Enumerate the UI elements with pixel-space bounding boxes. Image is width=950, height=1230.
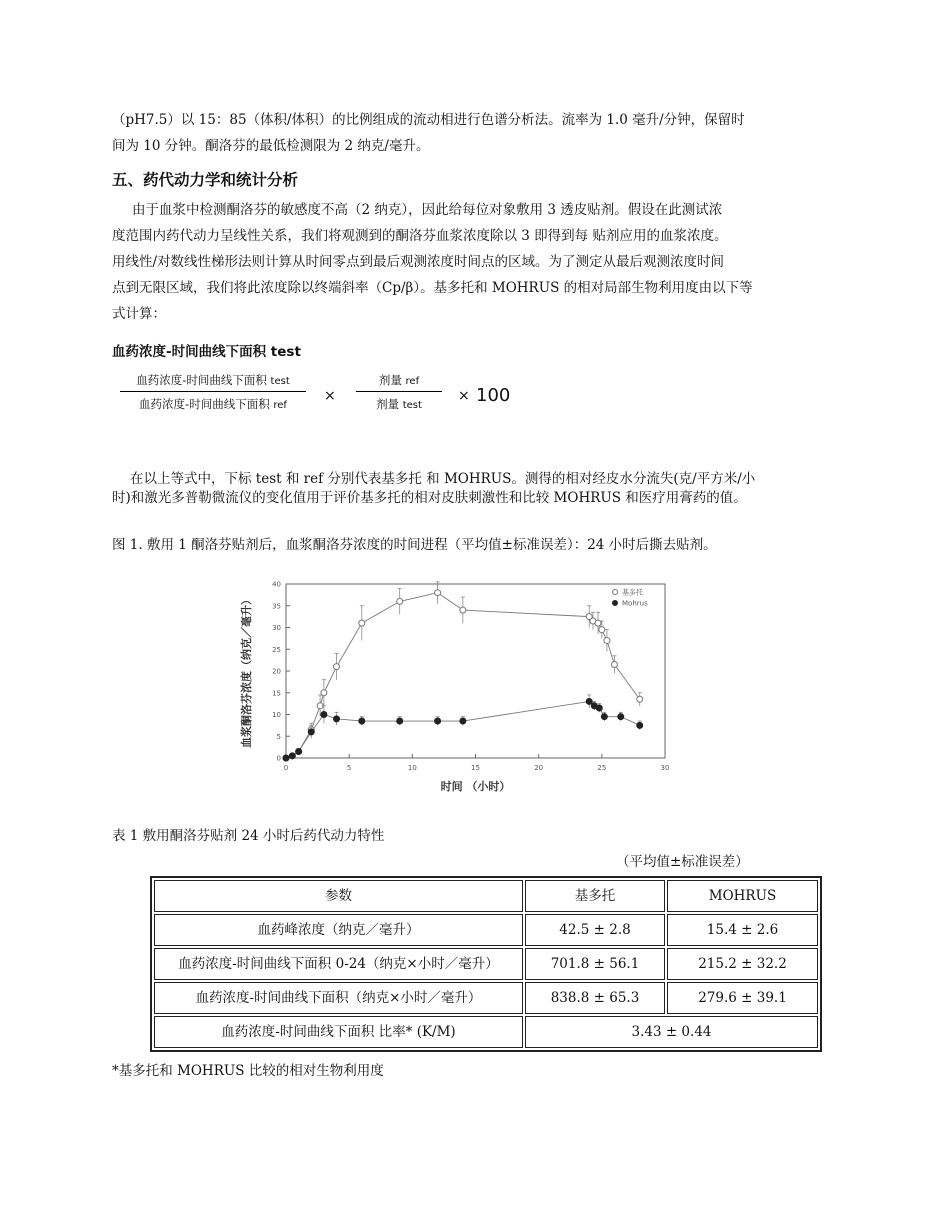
table-row [154, 948, 818, 980]
data-point [308, 729, 314, 735]
y-axis-label: 血浆酮洛芬浓度（纳克／毫升） [240, 594, 253, 748]
legend-label: 基多托 [622, 588, 643, 597]
data-point [586, 698, 592, 704]
numerator-dose: 剂量 [378, 373, 402, 387]
header-cell: MOHRUS [667, 880, 818, 912]
table-cell: 血药浓度-时间曲线下面积 比率* (K/M) [154, 1016, 523, 1048]
data-point [460, 718, 466, 724]
data-point [359, 718, 365, 724]
intro-line-1: （pH7.5）以 15：85（体积/体积）的比例组成的流动相进行色谱分析法。流率为 1.0 毫升/分钟，保留时 [112, 112, 745, 128]
paragraph-line: 式计算： [112, 306, 166, 322]
table-header-row [154, 880, 818, 912]
y-tick-label: 20 [272, 667, 281, 676]
data-point [637, 696, 643, 702]
data-point [334, 716, 340, 722]
table-title: 表 1 敷用酮洛芬贴剂 24 小时后药代动力特性 [112, 828, 385, 844]
intro-line-2: 间为 10 分钟。酮洛芬的最低检测限为 2 纳克/毫升。 [112, 138, 430, 154]
data-point [296, 748, 302, 754]
data-point [321, 712, 327, 718]
x-axis-label: 时间 （小时） [440, 780, 511, 793]
denominator-sub: ref [273, 400, 287, 411]
table-row [154, 914, 818, 946]
legend-label: Mohrus [622, 599, 648, 608]
data-point [618, 714, 624, 720]
x-tick-label: 15 [471, 764, 480, 772]
paragraph-line: 度范围内药代动力呈线性关系，我们将观测到的酮洛芬血浆浓度除以 3 即得到每 贴剂应用的血浆浓度。 [112, 228, 728, 244]
data-point [604, 638, 610, 644]
denominator-dose: 剂量 [376, 397, 400, 411]
figure-1-chart [228, 568, 688, 813]
y-tick-label: 30 [272, 624, 281, 632]
fraction-auc [120, 372, 306, 412]
data-point [599, 627, 605, 633]
table-cell: 血药浓度-时间曲线下面积（纳克×小时／毫升） [154, 982, 523, 1014]
data-point [611, 661, 617, 667]
y-tick-label: 40 [272, 580, 281, 589]
y-tick-label: 15 [272, 689, 281, 698]
table-cell: 血药浓度-时间曲线下面积 0-24（纳克×小时／毫升） [154, 948, 523, 980]
numerator-auc: 血药浓度-时间曲线下面积 [136, 373, 267, 387]
y-tick-label: 0 [276, 754, 281, 763]
data-point [283, 755, 289, 761]
x-tick-label: 25 [597, 764, 607, 772]
header-cell: 基多托 [525, 880, 665, 912]
table-cell: 838.8 ± 65.3 [525, 982, 665, 1014]
data-point [289, 753, 295, 759]
data-point [601, 714, 607, 720]
data-point [595, 620, 601, 626]
data-point [397, 718, 403, 724]
table-cell: 701.8 ± 56.1 [525, 948, 665, 980]
denominator-auc: 血药浓度-时间曲线下面积 [139, 397, 270, 411]
y-tick-label: 35 [272, 602, 281, 611]
legend-marker [613, 601, 618, 606]
denominator-sub: test [402, 400, 422, 411]
x-tick-label: 30 [660, 764, 670, 772]
data-point [435, 718, 441, 724]
data-point [596, 705, 602, 711]
table-row [154, 982, 818, 1014]
table-cell: 15.4 ± 2.6 [667, 914, 818, 946]
x-tick-label: 10 [407, 764, 417, 772]
table-ratio-row [154, 1016, 818, 1048]
x-tick-label: 20 [534, 764, 544, 772]
section-heading: 五、药代动力学和统计分析 [112, 171, 299, 189]
numerator-sub: test [270, 376, 290, 387]
pk-table [150, 876, 822, 1052]
explanation-line-1: 在以上等式中，下标 test 和 ref 分别代表基多托 和 MOHRUS。测得的相对经皮水分流失(克/平方米/小 [130, 471, 756, 487]
bioavailability-formula [112, 372, 532, 427]
multiply-sign: × [324, 388, 336, 404]
data-point [460, 607, 466, 613]
data-point [359, 620, 365, 626]
figure-caption: 图 1. 敷用 1 酮洛芬贴剂后，血浆酮洛芬浓度的时间进程（平均值±标准误差）：24 小时后撕去贴剂。 [112, 537, 717, 553]
multiply-sign: × [458, 388, 470, 404]
chart-svg [228, 568, 688, 813]
x-tick-label: 5 [346, 764, 352, 772]
numerator-sub: ref [405, 376, 420, 387]
paragraph-line: 由于血浆中检测酮洛芬的敏感度不高（2 纳克），因此给每位对象敷用 3 透皮贴剂。假设在此测试浓 [132, 202, 723, 218]
y-tick-label: 25 [272, 645, 281, 654]
data-point [637, 722, 643, 728]
fraction-dose [356, 372, 442, 412]
data-point [435, 590, 441, 596]
table-cell: 215.2 ± 32.2 [667, 948, 818, 980]
table-cell: 血药峰浓度（纳克／毫升） [154, 914, 523, 946]
paragraph-line: 用线性/对数线性梯形法则计算从时间零点到最后观测浓度时间点的区域。为了测定从最后观测浓度时间 [112, 254, 725, 270]
data-point [321, 690, 327, 696]
header-cell: 参数 [154, 880, 523, 912]
formula-heading: 血药浓度-时间曲线下面积 test [112, 344, 301, 360]
data-point [334, 664, 340, 670]
table-cell: 279.6 ± 39.1 [667, 982, 818, 1014]
table-cell: 42.5 ± 2.8 [525, 914, 665, 946]
y-tick-label: 10 [272, 711, 281, 719]
explanation-line-2: 时)和激光多普勒微流仪的变化值用于评价基多托的相对皮肤刺激性和比较 MOHRUS 和医疗用膏药的值。 [112, 490, 747, 506]
legend-marker [613, 590, 618, 595]
x-tick-label: 0 [283, 764, 289, 772]
table-note: （平均值±标准误差） [616, 854, 749, 870]
factor-100: 100 [476, 385, 511, 406]
plot-frame [286, 584, 665, 758]
table-footnote: *基多托和 MOHRUS 比较的相对生物利用度 [112, 1063, 384, 1079]
y-tick-label: 5 [276, 732, 281, 741]
paragraph-line: 点到无限区域，我们将此浓度除以终端斜率（Cp/β）。基多托和 MOHRUS 的相对局部生物利用度由以下等 [112, 280, 753, 296]
data-point [397, 598, 403, 604]
table-cell: 3.43 ± 0.44 [525, 1016, 818, 1048]
